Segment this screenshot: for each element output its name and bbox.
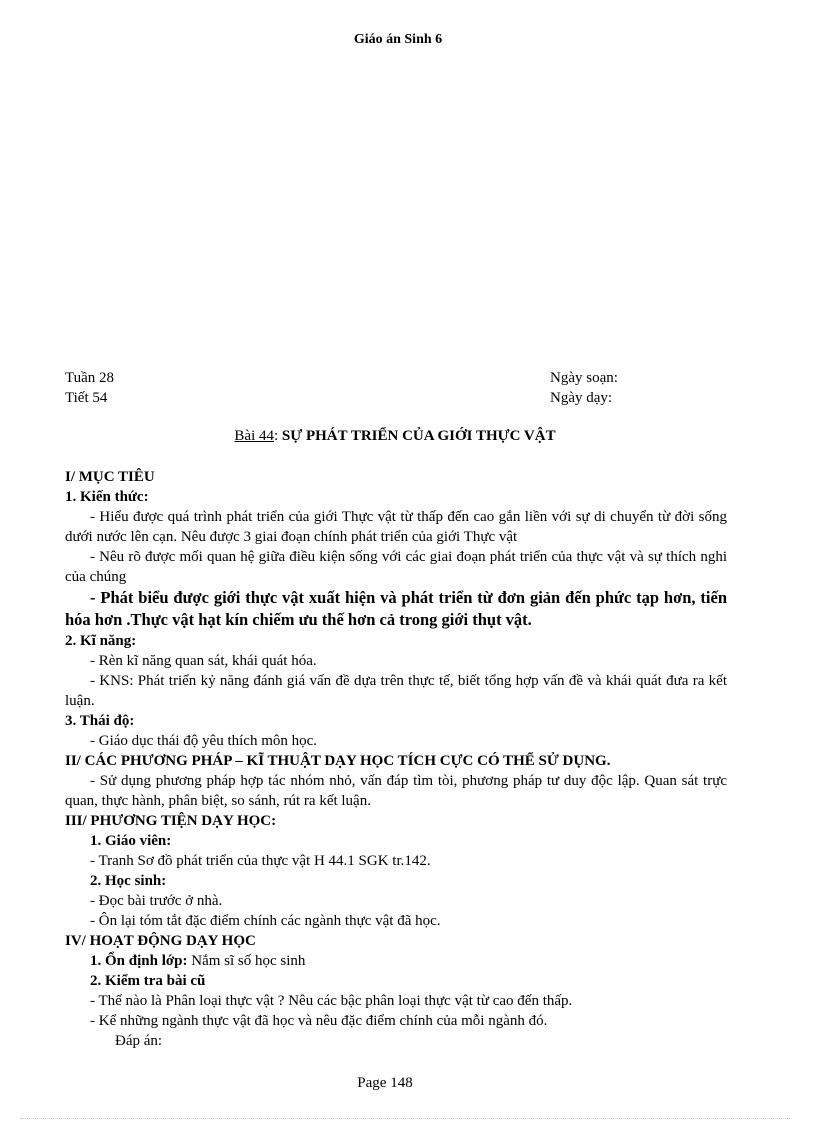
subsection-heading: 2. Kiểm tra bài cũ (90, 973, 206, 989)
paragraph (65, 951, 727, 971)
subsection-heading: 2. Kĩ năng: (65, 633, 137, 649)
paragraph: - Rèn kĩ năng quan sát, khái quát hóa. (90, 653, 317, 669)
lesson-title (0, 428, 790, 445)
paragraph: - Hiểu được quá trình phát triển của giới Thực vật từ thấp đến cao gắn liền với sự di chuyển từ đời sống dưới nước lên cạn. Nêu được 3 giai đoạn chính phát triển của giới Thực vật (65, 509, 727, 545)
paragraph: - Kể những ngành thực vật đã học và nêu đặc điểm chính của mỗi ngành đó. (90, 1013, 548, 1029)
lesson-name: SỰ PHÁT TRIỂN CỦA GIỚI THỰC VẬT (281, 428, 556, 444)
section-heading: II/ CÁC PHƯƠNG PHÁP – KĨ THUẬT DẠY HỌC TÍCH CỰC CÓ THỂ SỬ DỤNG. (65, 753, 611, 769)
paragraph: - Thế nào là Phân loại thực vật ? Nêu các bậc phân loại thực vật từ cao đến thấp. (90, 993, 573, 1009)
subsection-heading: 1. Giáo viên: (90, 833, 172, 849)
subsection-heading: 3. Thái độ: (65, 713, 135, 729)
paragraph: - Ôn lại tóm tắt đặc điểm chính các ngành thực vật đã học. (90, 913, 441, 929)
paragraph: - KNS: Phát triển kỷ năng đánh giá vấn đề dựa trên thực tế, biết tổng hợp vấn đề và khái quát đưa ra kết luận. (65, 673, 727, 709)
page-bottom-divider (20, 1118, 790, 1119)
inline-text: Nắm sĩ số học sinh (187, 953, 306, 969)
paragraph: - Sử dụng phương pháp hợp tác nhóm nhỏ, vấn đáp tìm tòi, phương pháp tư duy độc lập. Quan sát trực quan, thực hành, phân biệt, so sánh, rút ra kết luận. (65, 773, 727, 809)
section-heading: III/ PHƯƠNG TIỆN DẠY HỌC: (65, 813, 277, 829)
subsection-heading: 1. Kiến thức: (65, 489, 149, 505)
section-heading: I/ MỤC TIÊU (65, 469, 155, 485)
subsection-heading: 2. Học sinh: (90, 873, 167, 889)
paragraph: - Tranh Sơ đồ phát triển của thực vật H 44.1 SGK tr.142. (90, 853, 431, 869)
paragraph: - Giáo dục thái độ yêu thích môn học. (90, 733, 318, 749)
subsection-heading: 1. Ổn định lớp: (90, 953, 188, 969)
lesson-number: Bài 44 (234, 428, 274, 444)
date-prepared-label: Ngày soạn: (550, 370, 618, 386)
lesson-content (65, 467, 727, 1051)
period-label: Tiết 54 (65, 390, 108, 406)
paragraph: - Đọc bài trước ở nhà. (90, 893, 223, 909)
week-label: Tuần 28 (65, 370, 115, 386)
page-header: Giáo án Sinh 6 (353, 32, 443, 47)
section-heading: IV/ HOẠT ĐỘNG DẠY HỌC (65, 933, 256, 949)
paragraph: - Nêu rõ được mối quan hệ giữa điều kiện sống với các giai đoạn phát triển của thực vật và sự thích nghi của chúng (65, 549, 727, 585)
paragraph-emphasis: - Phát biểu được giới thực vật xuất hiện và phát triển từ đơn giản đến phức tạp hơn, tiến hóa hơn .Thực vật hạt kín chiếm ưu thế hơn cả trong giới thụt vật. (65, 588, 727, 629)
answer-label: Đáp án: (115, 1033, 163, 1049)
title-separator: : (274, 428, 282, 444)
date-taught-label: Ngày dạy: (550, 390, 613, 406)
page-footer: Page 148 (357, 1075, 413, 1091)
